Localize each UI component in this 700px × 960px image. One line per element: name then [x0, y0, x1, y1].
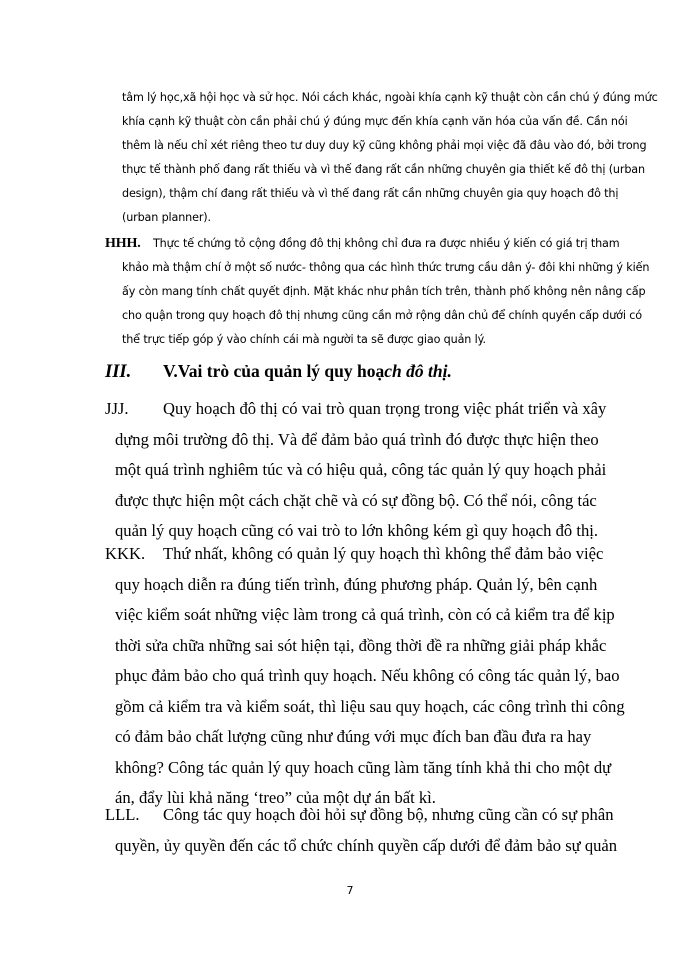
paragraph-hhh: [105, 232, 650, 352]
text-line: (urban planner).: [122, 211, 211, 224]
list-marker: JJJ.: [105, 399, 129, 418]
paragraph-jjj: [105, 394, 635, 547]
list-marker: HHH.: [105, 236, 141, 251]
text-line: Công tác quy hoạch đòi hỏi sự đồng bộ, nhưng cũng cần có sự phân: [163, 805, 614, 824]
text-line: quản lý quy hoạch cũng có vai trò to lớn không kém gì quy hoạch đô thị.: [115, 521, 598, 540]
text-line: cho quận trong quy hoạch đô thị nhưng cũng cần mở rộng dân chủ để chính quyền cấp dưới có: [122, 309, 642, 322]
text-line: tâm lý học,xã hội học và sử học. Nói cách khác, ngoài khía cạnh kỹ thuật còn cần chú ý đúng mức: [122, 91, 658, 104]
text-line: án, đẩy lùi khả năng ‘treo” của một dự án bất kì.: [115, 788, 436, 807]
text-line: khảo mà thậm chí ở một số nước- thông qua các hình thức trưng cầu dân ý- đôi khi những ý kiến: [122, 261, 650, 274]
text-line: Quy hoạch đô thị có vai trò quan trọng trong việc phát triển và xây: [163, 399, 607, 418]
text-line: khía cạnh kỹ thuật còn cần phải chú ý đúng mực đến khía cạnh văn hóa của vấn đề. Cần nói: [122, 115, 628, 128]
paragraph-kkk: [105, 539, 635, 814]
text-line: được thực hiện một cách chặt chẽ và có sự đồng bộ. Có thể nói, công tác: [115, 490, 597, 510]
page-number: 7: [346, 884, 354, 897]
text-line: design), thậm chí đang rất thiếu và vì thế đang rất cần những chuyên gia quy hoạch đô thị: [122, 187, 619, 200]
text-line: thể trực tiếp góp ý vào chính cái mà người ta sẽ được giao quản lý.: [122, 333, 486, 346]
list-marker: LLL.: [105, 805, 140, 824]
list-marker: KKK.: [105, 544, 146, 563]
text-line: Thực tế chứng tỏ cộng đồng đô thị không chỉ đưa ra được nhiều ý kiến có giá trị tham: [153, 237, 620, 250]
text-line: gồm cả kiểm tra và kiểm soát, thì liệu sau quy hoạch, các công trình thi công: [115, 696, 625, 716]
heading-title: V.Vai trò của quản lý quy hoạ: [163, 361, 385, 381]
heading-title-italic: ch đô thị.: [384, 361, 452, 381]
heading-number: III.: [105, 362, 132, 382]
text-line: phục đảm bảo cho quá trình quy hoạch. Nếu không có công tác quản lý, bao: [115, 666, 620, 685]
text-line: thực tế thành phố đang rất thiếu và vì thế đang rất cần những chuyên gia thiết kế đô thị (urban: [122, 163, 645, 176]
text-line: thêm là nếu chỉ xét riêng theo tư duy duy kỹ cũng không phải mọi việc đã đâu vào đó, bởi trong: [122, 139, 647, 152]
text-line: Thứ nhất, không có quản lý quy hoạch thì không thể đảm bảo việc: [163, 544, 604, 563]
text-line: thời sửa chữa những sai sót hiện tại, đồng thời đề ra những giải pháp khắc: [115, 635, 607, 655]
section-heading: [105, 358, 452, 385]
text-line: ấy còn mang tính chất quyết định. Mặt khác như phân tích trên, thành phố không nên nâng cấp: [122, 285, 646, 298]
text-line: quy hoạch diễn ra đúng tiến trình, đúng phương pháp. Quản lý, bên cạnh: [115, 574, 598, 594]
text-line: dựng môi trường đô thị. Và để đảm bảo quá trình đó được thực hiện theo: [115, 429, 599, 449]
text-line: việc kiểm soát những việc làm trong cả quá trình, còn có cả kiểm tra để kịp: [115, 605, 615, 624]
text-line: không? Công tác quản lý quy hoach cũng làm tăng tính khả thi cho một dự: [115, 757, 612, 777]
text-line: quyền, ủy quyền đến các tổ chức chính quyền cấp dưới để đảm bảo sự quản: [115, 835, 618, 855]
text-line: có đảm bảo chất lượng cũng như đúng với mục đích ban đầu đưa ra hay: [115, 727, 592, 746]
paragraph-lll: [105, 800, 635, 861]
text-line: một quá trình nghiêm túc và có hiệu quả, công tác quản lý quy hoạch phải: [115, 460, 607, 479]
intro-paragraph: [122, 86, 658, 230]
